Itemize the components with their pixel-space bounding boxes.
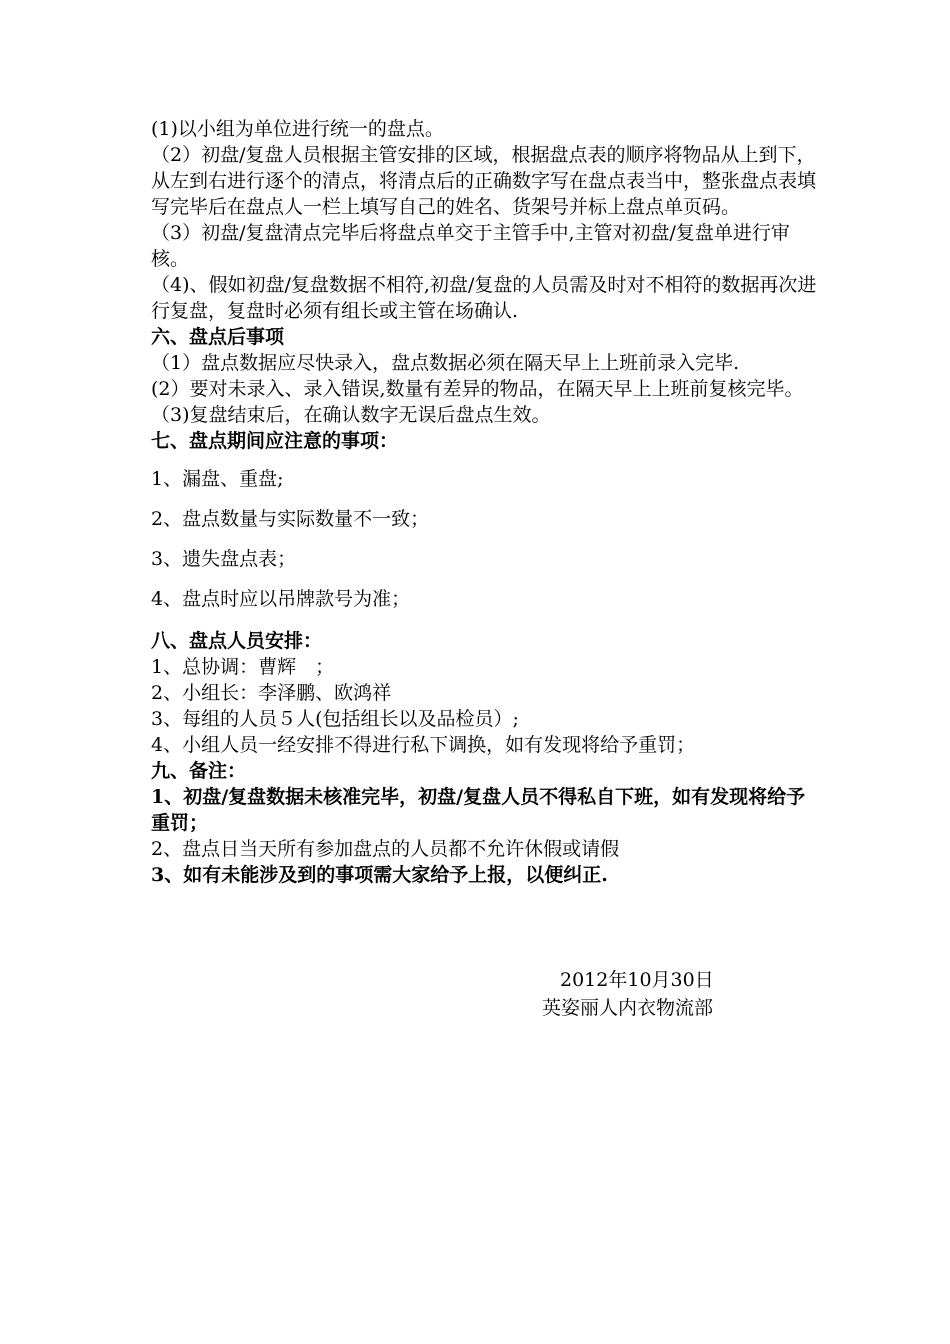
signature-date: 2012年10月30日 xyxy=(560,969,714,991)
step-2: （2）初盘/复盘人员根据主管安排的区域，根据盘点表的顺序将物品从上到下，从左到右进行逐个的清点，将清点后的正确数字写在盘点表当中，整张盘点表填写完毕后在盘点人一栏上填写自己的姓名、货架号并标上盘点单页码。 xyxy=(151,144,817,218)
section-8-item-1: 1、总协调：曹辉 ； xyxy=(151,656,335,678)
section-9-heading: 九、备注： xyxy=(151,760,247,782)
section-7-heading: 七、盘点期间应注意的事项： xyxy=(151,430,399,452)
section-7-item-4: 4、盘点时应以吊牌款号为准； xyxy=(151,588,411,610)
section-7-item-3: 3、遗失盘点表； xyxy=(151,548,297,570)
section-8-item-2: 2、小组长：李泽鹏、欧鸿祥 xyxy=(151,682,392,704)
step-3: （3）初盘/复盘清点完毕后将盘点单交于主管手中,主管对初盘/复盘单进行审核。 xyxy=(151,222,790,270)
section-9-item-2: 2、盘点日当天所有参加盘点的人员都不允许休假或请假 xyxy=(151,838,620,860)
section-7-list xyxy=(151,466,823,612)
section-8-item-4: 4、小组人员一经安排不得进行私下调换，如有发现将给予重罚； xyxy=(151,734,696,756)
step-1: (1)以小组为单位进行统一的盘点。 xyxy=(151,118,444,140)
section-7-item-2: 2、盘点数量与实际数量不一致； xyxy=(151,508,430,530)
signature-department: 英姿丽人内衣物流部 xyxy=(542,997,714,1019)
section-6-item-2: (2）要对未录入、录入错误,数量有差异的物品，在隔天早上上班前复核完毕。 xyxy=(151,378,804,400)
section-6-item-3: （3)复盘结束后，在确认数字无误后盘点生效。 xyxy=(151,404,551,426)
section-7-item-1: 1、漏盘、重盘; xyxy=(151,468,284,490)
document-body xyxy=(151,116,823,888)
section-6-item-1: （1）盘点数据应尽快录入，盘点数据必须在隔天早上上班前录入完毕. xyxy=(151,352,740,374)
spacer xyxy=(151,454,823,466)
section-9-item-3: 3、如有未能涉及到的事项需大家给予上报，以便纠正. xyxy=(151,864,608,886)
section-9-item-1: 1、初盘/复盘数据未核准完毕，初盘/复盘人员不得私自下班，如有发现将给予重罚； xyxy=(151,786,806,834)
section-8-heading: 八、盘点人员安排： xyxy=(151,630,323,652)
signature-block xyxy=(530,966,790,1022)
section-8-item-3: 3、每组的人员５人(包括组长以及品检员）; xyxy=(151,708,519,730)
section-6-heading: 六、盘点后事项 xyxy=(151,326,285,348)
step-4: （4)、假如初盘/复盘数据不相符,初盘/复盘的人员需及时对不相符的数据再次进行复盘，复盘时必须有组长或主管在场确认. xyxy=(151,274,817,322)
